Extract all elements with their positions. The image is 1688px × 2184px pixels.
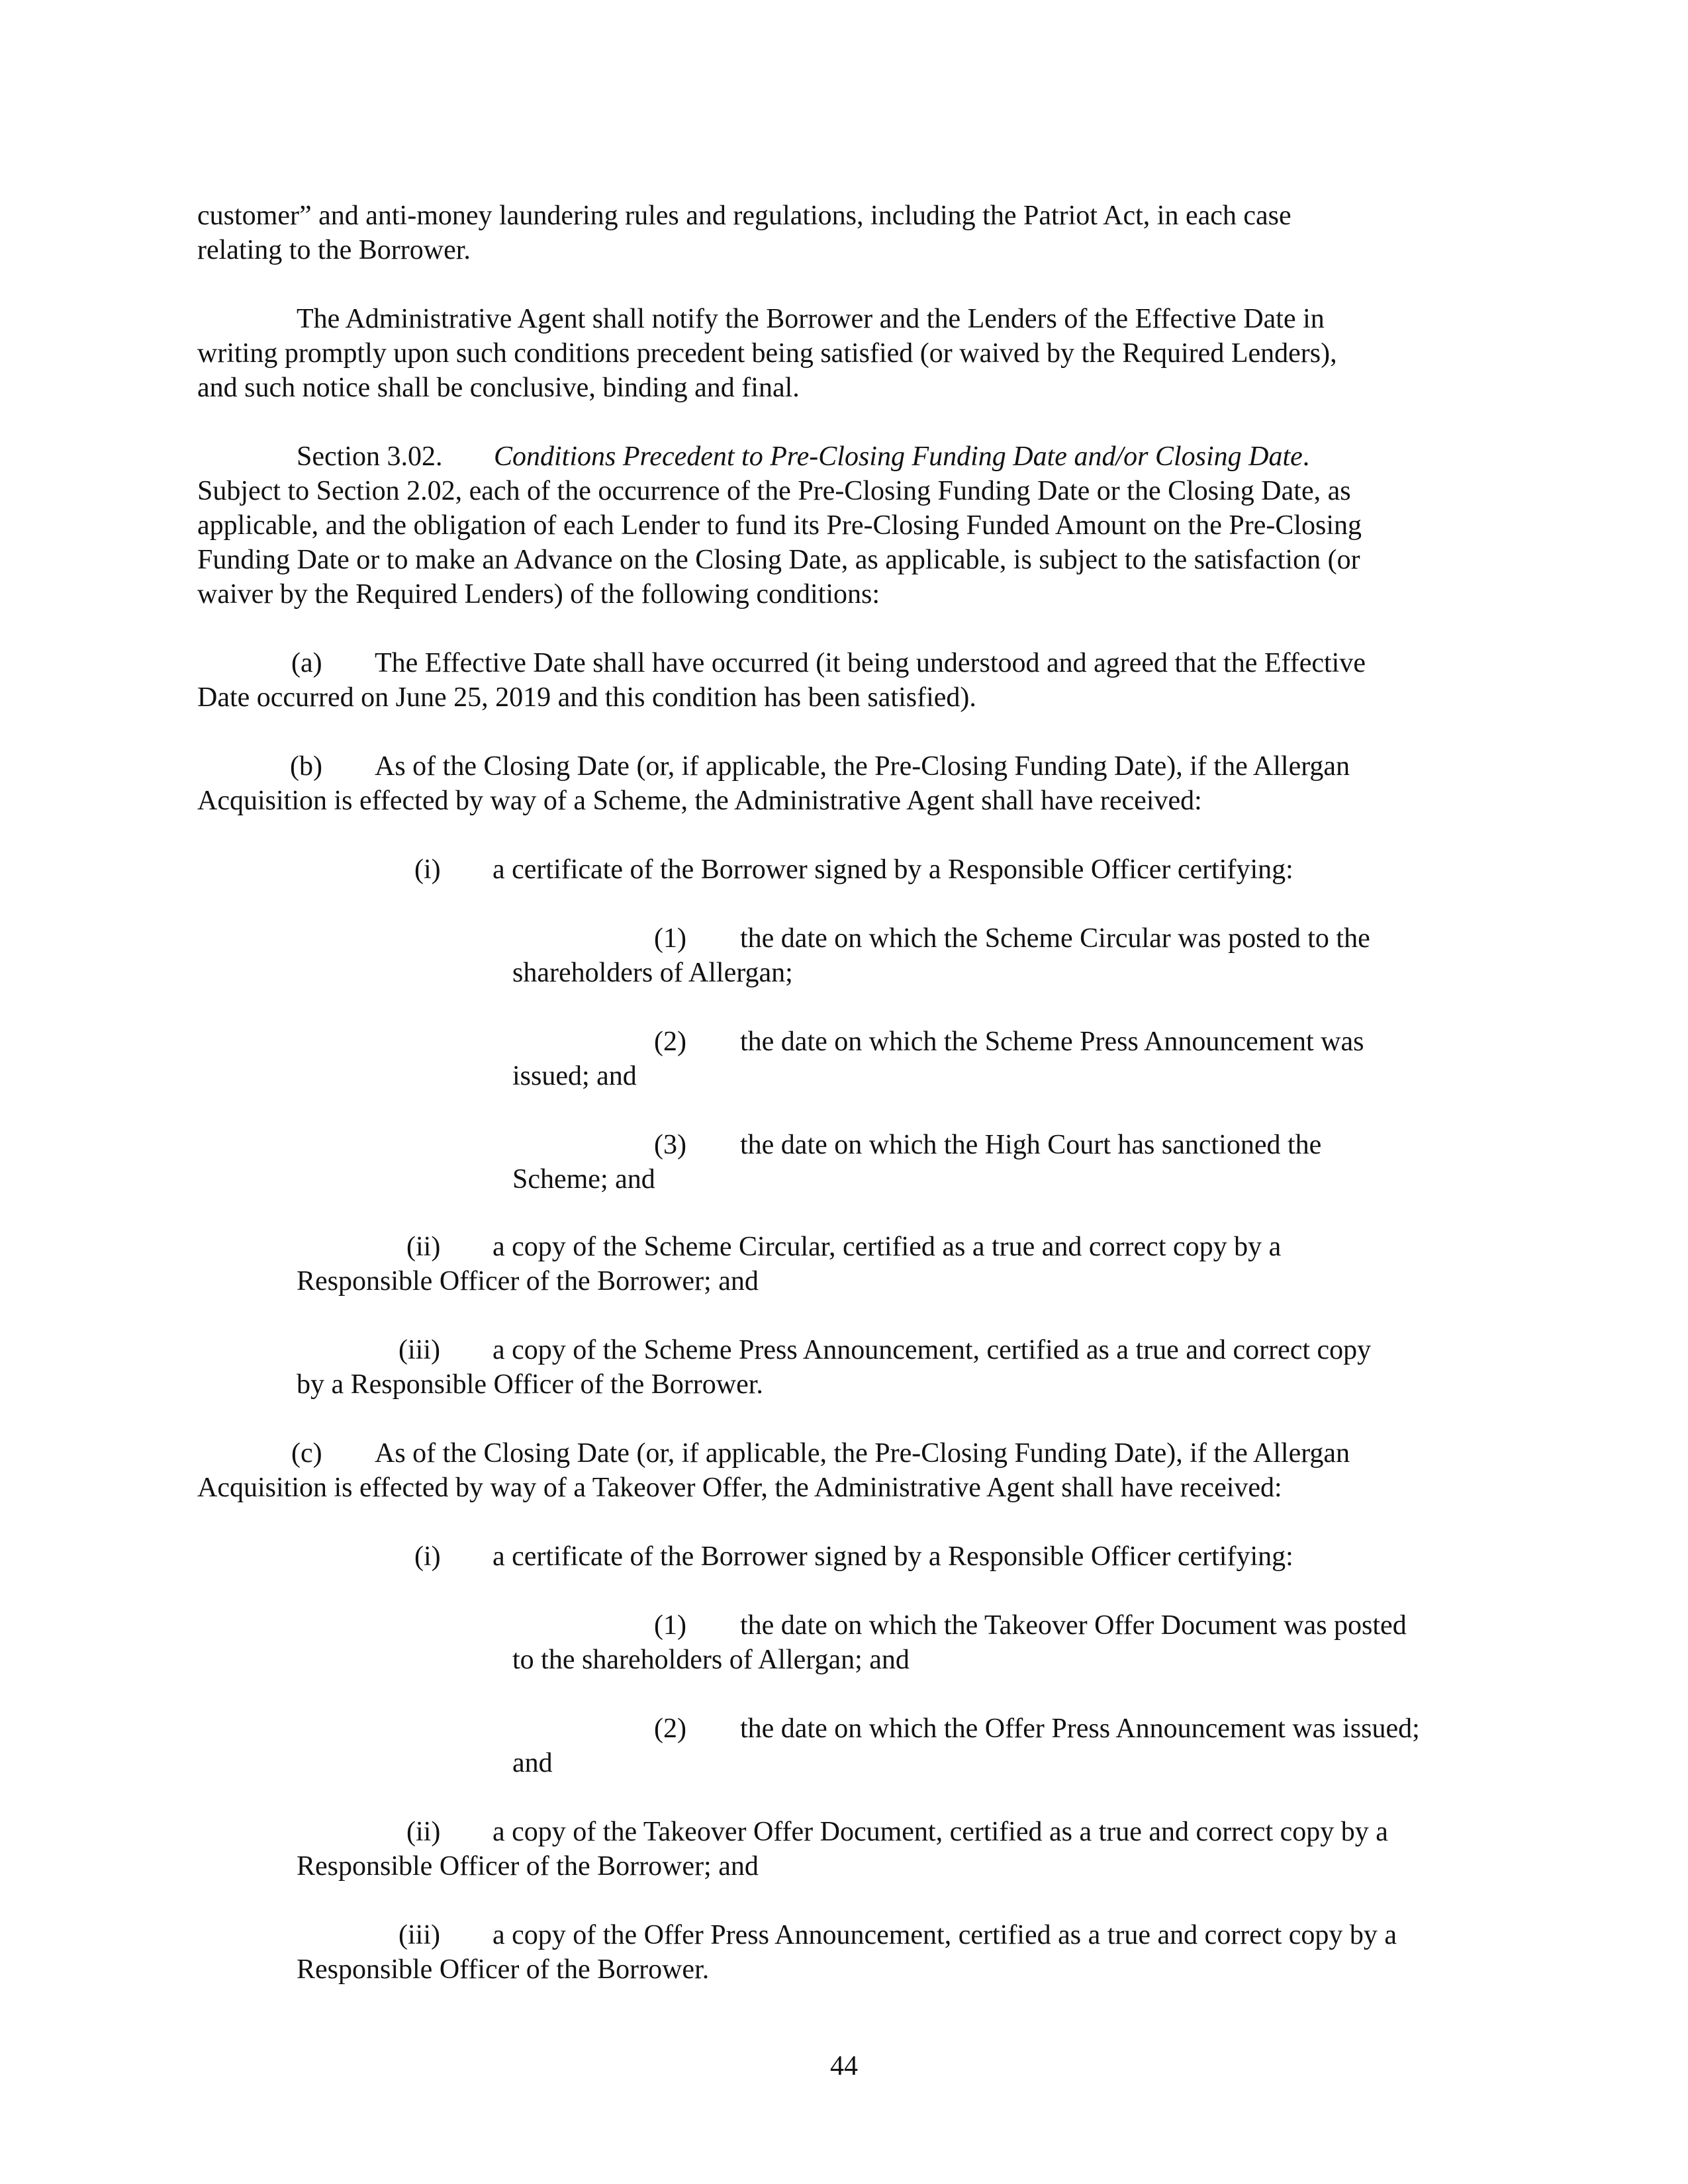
notice-line-3: and such notice shall be conclusive, binding and final. [197,373,800,403]
intro-line-2: relating to the Borrower. [197,235,471,265]
item-b-iii-label: (iii) [399,1335,440,1365]
notice-line-2: writing promptly upon such conditions precedent being satisfied (or waived by the Required Lenders), [197,338,1337,369]
section-title-wrap [494,439,1309,474]
notice-line-1: The Administrative Agent shall notify the Borrower and the Lenders of the Effective Date in [297,304,1325,334]
section-line-3: applicable, and the obligation of each Lender to fund its Pre-Closing Funded Amount on the Pre-Closing [197,510,1362,541]
item-b-i-2-line-2: issued; and [512,1061,637,1091]
item-b-i-1-line-1: the date on which the Scheme Circular was posted to the [740,923,1370,954]
item-a-label: (a) [291,648,322,678]
item-c-iii-line-2: Responsible Officer of the Borrower. [297,1954,710,1985]
item-b-i-3-line-1: the date on which the High Court has sanctioned the [740,1130,1322,1160]
page-number: 44 [830,2051,858,2081]
item-c-i-2-label: (2) [654,1713,686,1744]
item-c-ii-label: (ii) [406,1817,441,1847]
section-title-end: . [1302,441,1310,472]
section-line-5: waiver by the Required Lenders) of the following conditions: [197,579,880,610]
section-line-2: Subject to Section 2.02, each of the occurrence of the Pre-Closing Funding Date or the Closing Date, as [197,476,1351,506]
item-c-iii-label: (iii) [399,1920,440,1950]
item-c-i-1-line-1: the date on which the Takeover Offer Document was posted [740,1610,1407,1641]
item-b-iii-line-1: a copy of the Scheme Press Announcement, certified as a true and correct copy [492,1335,1372,1365]
item-b-i-2-line-1: the date on which the Scheme Press Announcement was [740,1026,1364,1057]
item-b-line-2: Acquisition is effected by way of a Scheme, the Administrative Agent shall have received: [197,786,1202,816]
item-b-i-1-line-2: shareholders of Allergan; [512,958,793,988]
item-b-i-1-label: (1) [654,923,686,954]
item-c-line-1: As of the Closing Date (or, if applicable, the Pre-Closing Funding Date), if the Allergan [375,1438,1350,1469]
item-b-label: (b) [290,751,322,782]
item-b-i-text: a certificate of the Borrower signed by a Responsible Officer certifying: [492,854,1293,885]
item-c-label: (c) [291,1438,322,1469]
intro-line-1: customer” and anti-money laundering rules and regulations, including the Patriot Act, in each case [197,201,1291,231]
item-b-i-3-label: (3) [654,1130,686,1160]
item-c-ii-line-2: Responsible Officer of the Borrower; and [297,1851,759,1882]
item-b-ii-label: (ii) [406,1232,441,1262]
item-b-i-2-label: (2) [654,1026,686,1057]
item-b-i-3-line-2: Scheme; and [512,1164,655,1195]
item-c-i-1-label: (1) [654,1610,686,1641]
section-line-4: Funding Date or to make an Advance on the Closing Date, as applicable, is subject to the satisfaction (or [197,545,1360,575]
item-b-i-label: (i) [414,854,441,885]
item-c-line-2: Acquisition is effected by way of a Takeover Offer, the Administrative Agent shall have received: [197,1473,1282,1503]
item-c-i-text: a certificate of the Borrower signed by a Responsible Officer certifying: [492,1541,1293,1572]
item-c-iii-line-1: a copy of the Offer Press Announcement, certified as a true and correct copy by a [492,1920,1397,1950]
item-c-ii-line-1: a copy of the Takeover Offer Document, certified as a true and correct copy by a [492,1817,1388,1847]
item-c-i-1-line-2: to the shareholders of Allergan; and [512,1645,910,1675]
item-b-ii-line-1: a copy of the Scheme Circular, certified as a true and correct copy by a [492,1232,1282,1262]
item-c-i-2-line-2: and [512,1748,553,1778]
section-number: Section 3.02. [297,441,443,472]
item-a-line-1: The Effective Date shall have occurred (it being understood and agreed that the Effective [375,648,1366,678]
item-b-iii-line-2: by a Responsible Officer of the Borrower. [297,1369,763,1400]
section-title: Conditions Precedent to Pre-Closing Funding Date and/or Closing Date [494,441,1303,472]
item-c-i-label: (i) [414,1541,441,1572]
item-a-line-2: Date occurred on June 25, 2019 and this condition has been satisfied). [197,682,976,713]
item-b-ii-line-2: Responsible Officer of the Borrower; and [297,1266,759,1297]
item-b-line-1: As of the Closing Date (or, if applicable, the Pre-Closing Funding Date), if the Allergan [375,751,1350,782]
item-c-i-2-line-1: the date on which the Offer Press Announcement was issued; [740,1713,1420,1744]
